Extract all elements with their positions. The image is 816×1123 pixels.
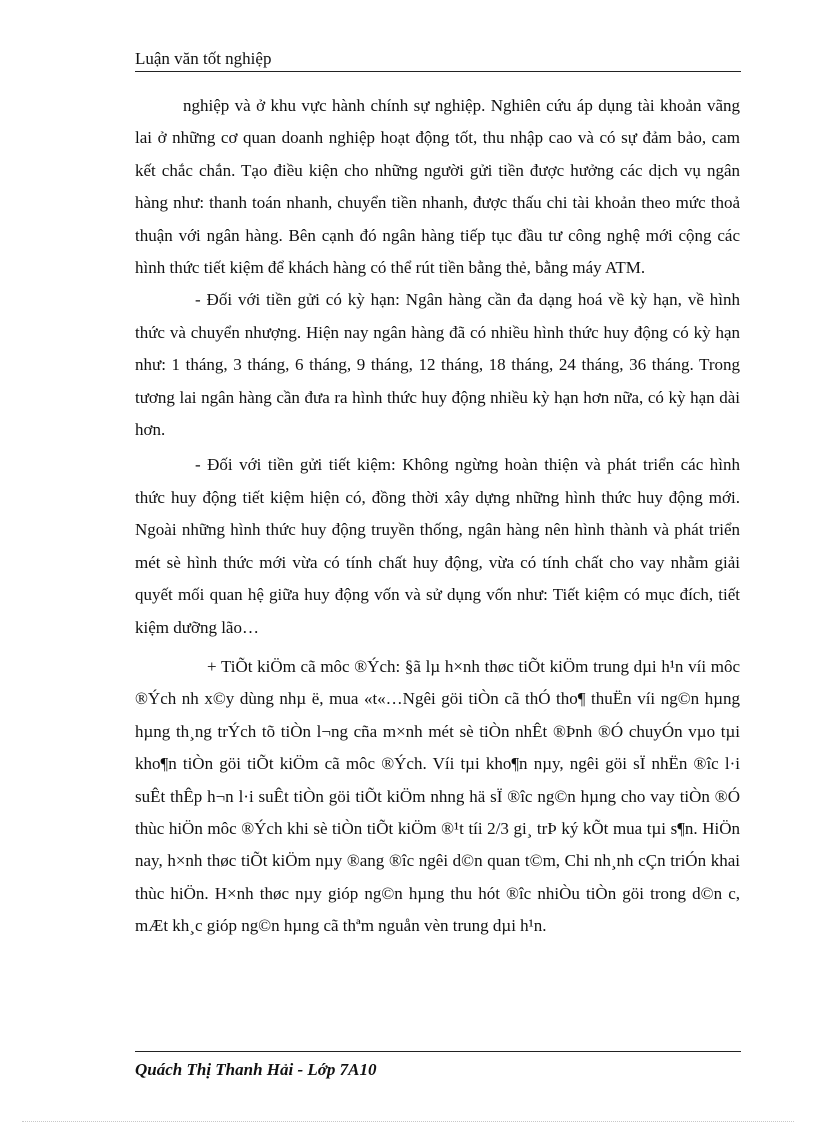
document-body: [135, 90, 740, 943]
page-footer: [135, 1051, 741, 1079]
document-title: Luận văn tốt nghiệp: [135, 49, 272, 68]
paragraph-term-deposits: - Đối với tiền gửi có kỳ hạn: Ngân hàng cần đa dạng hoá về kỳ hạn, về hình thức và chuyển nhượng. Hiện nay ngân hàng đã có nhiều hình thức huy động có kỳ hạn như: 1 tháng, 3 tháng, 6 tháng, 9 tháng, 12 tháng, 18 tháng, 24 tháng, 36 tháng. Trong tương lai ngân hàng cần đưa ra hình thức huy động nhiều kỳ hạn hơn nữa, có kỳ hạn dài hơn.: [135, 290, 740, 440]
page-edge-divider: [22, 1121, 794, 1122]
author-name: Quách Thị Thanh Hải - Lớp 7A10: [135, 1060, 377, 1079]
paragraph-purpose-savings: + TiÕt kiÖm cã môc ®Ých: §ã lµ h×nh thøc tiÕt kiÖm trung dµi h¹n víi môc ®Ých nh x©y dùng nhµ ë, mua «t«…Ngêi göi tiÒn cã thÓ tho¶ thuËn víi ng©n hµng hµng th¸ng trÝch tõ tiÒn l¬ng cña m×nh mét sè tiÒn nhÊt ®Þnh ®Ó chuyÓn vµo tµi kho¶n tiÒn göi tiÕt kiÖm cã môc ®Ých. Víi tµi kho¶n nµy, ngêi göi sÏ nhËn ®îc l·i suÊt thÊp h¬n l·i suÊt tiÒn göi tiÕt kiÖm nhng hä sÏ ®îc ng©n hµng cho vay tiÒn ®Ó thùc hiÖn môc ®Ých khi sè tiÒn tiÕt kiÖm ®¹t tíi 2/3 gi¸ trÞ ký kÕt mua tµi s¶n. HiÖn nay, h×nh thøc tiÕt kiÖm nµy ®ang ®îc ngêi d©n quan t©m, Chi nh¸nh cÇn triÓn khai thùc hiÖn. H×nh thøc nµy gióp ng©n hµng thu hót ®îc nhiÒu tiÒn göi trong d©n c, mÆt kh¸c gióp ng©n hµng cã thªm nguån vèn trung dµi h¹n.: [135, 656, 740, 936]
paragraph-current-accounts: nghiệp và ở khu vực hành chính sự nghiệp. Nghiên cứu áp dụng tài khoản vãng lai ở những cơ quan doanh nghiệp hoạt động tốt, thu nhập cao và có sự đảm bảo, cam kết chắc chắn. Tạo điều kiện cho những người gửi tiền được hưởng các dịch vụ ngân hàng như: thanh toán nhanh, chuyển tiền nhanh, được thấu chi tài khoản theo mức thoả thuận với ngân hàng. Bên cạnh đó ngân hàng tiếp tục đầu tư công nghệ mới cộng các hình thức tiết kiệm để khách hàng có thể rút tiền bằng thẻ, bằng máy ATM.: [135, 96, 740, 278]
paragraph-savings-deposits: - Đối với tiền gửi tiết kiệm: Không ngừng hoàn thiện và phát triển các hình thức huy động tiết kiệm hiện có, đồng thời xây dựng những hình thức huy động mới. Ngoài những hình thức huy động truyền thống, ngân hàng nên hình thành và phát triển mét sè hình thức mới vừa có tính chất huy động, vừa có tính chất cho vay nhằm giải quyết mối quan hệ giữa huy động vốn và sử dụng vốn như: Tiết kiệm có mục đích, tiết kiệm dưỡng lão…: [135, 455, 740, 637]
page-header: [135, 48, 741, 72]
